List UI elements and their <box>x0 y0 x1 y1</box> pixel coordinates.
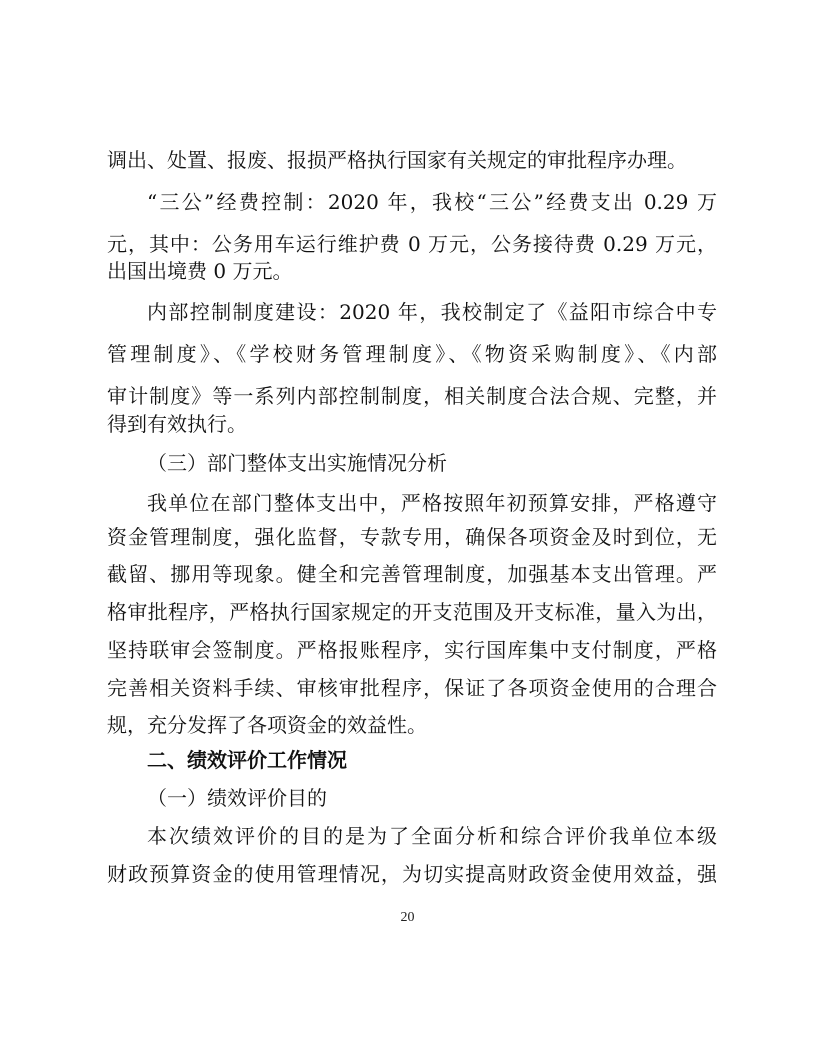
text-line-20: 财政预算资金的使用管理情况，为切实提高财政资金使用效益，强 <box>107 862 717 886</box>
section-heading-2: 二、绩效评价工作情况 <box>147 748 347 772</box>
text-line-12: 截留、挪用等现象。健全和完善管理制度，加强基本支出管理。严 <box>107 562 717 586</box>
text-line-1: 调出、处置、报废、报损严格执行国家有关规定的审批程序办理。 <box>107 148 687 172</box>
text-line-10: 我单位在部门整体支出中，严格按照年初预算安排，严格遵守 <box>147 491 717 515</box>
text-line-13: 格审批程序，严格执行国家规定的开支范围及开支标准，量入为出， <box>107 600 717 624</box>
text-line-7: 审计制度》等一系列内部控制制度，相关制度合法合规、完整，并 <box>107 384 717 408</box>
text-line-2: “三公”经费控制：2020 年，我校“三公”经费支出 0.29 万 <box>147 190 717 214</box>
text-line-5: 内部控制制度建设：2020 年，我校制定了《益阳市综合中专 <box>147 300 717 324</box>
text-line-4: 出国出境费 0 万元。 <box>107 259 293 283</box>
subsection-heading-3: （三）部门整体支出实施情况分析 <box>147 451 447 475</box>
text-line-16: 规，充分发挥了各项资金的效益性。 <box>107 713 427 737</box>
text-line-6: 管理制度》、《学校财务管理制度》、《物资采购制度》、《内部 <box>107 342 717 366</box>
text-line-14: 坚持联审会签制度。严格报账程序，实行国库集中支付制度，严格 <box>107 638 717 662</box>
text-line-11: 资金管理制度，强化监督，专款专用，确保各项资金及时到位，无 <box>107 525 717 549</box>
page-number: 20 <box>400 910 415 925</box>
text-line-3: 元，其中：公务用车运行维护费 0 万元，公务接待费 0.29 万元， <box>107 232 717 256</box>
text-line-19: 本次绩效评价的目的是为了全面分析和综合评价我单位本级 <box>147 824 717 848</box>
subsection-heading-1: （一）绩效评价目的 <box>147 786 327 810</box>
text-line-8: 得到有效执行。 <box>107 412 247 436</box>
text-line-15: 完善相关资料手续、审核审批程序，保证了各项资金使用的合理合 <box>107 676 717 700</box>
